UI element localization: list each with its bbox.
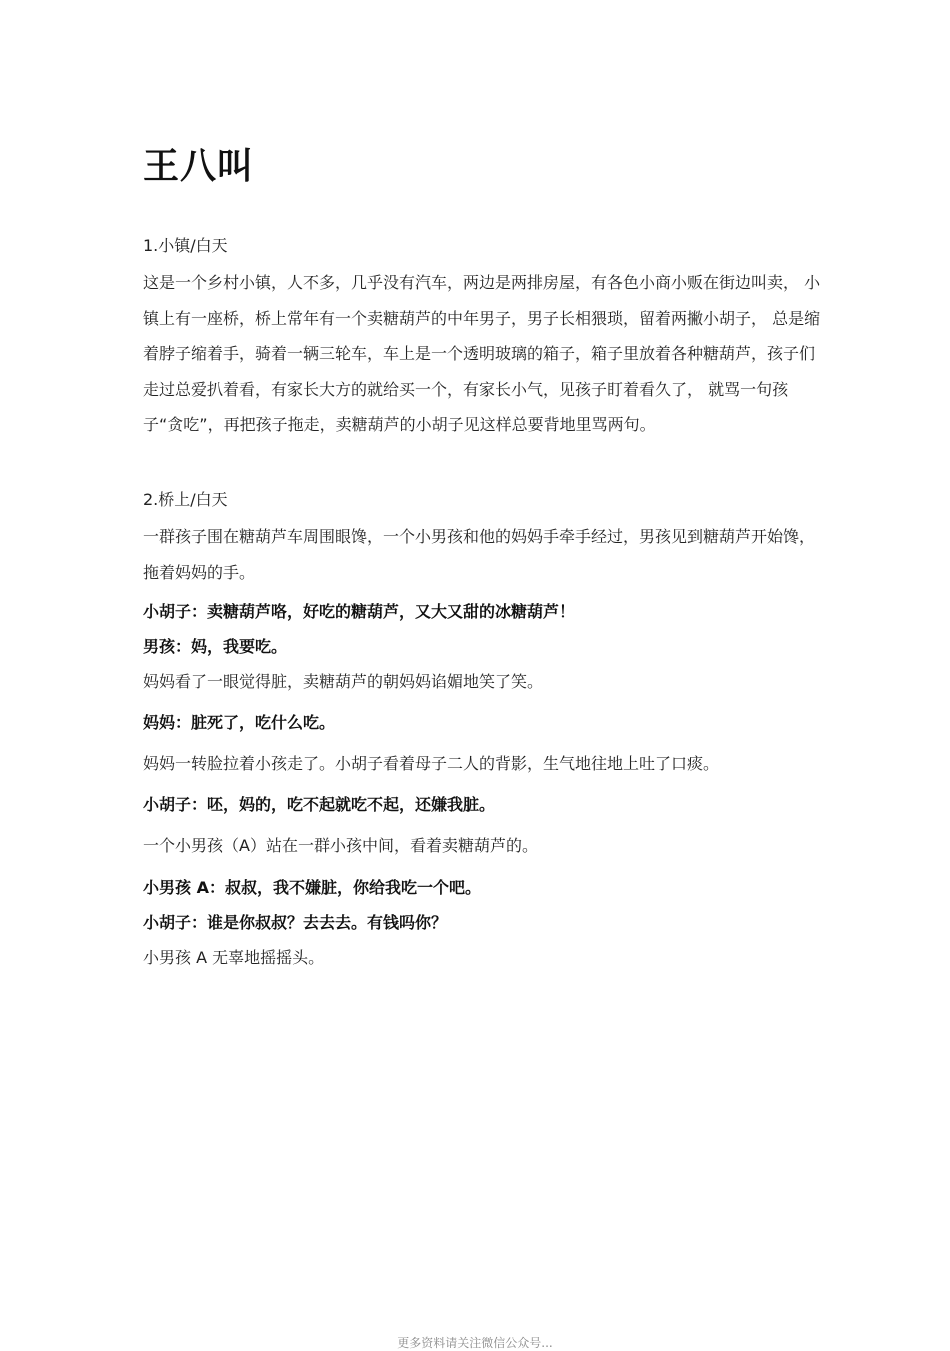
dialogue-line: 小胡子：谁是你叔叔？去去去。有钱吗你？ xyxy=(143,913,448,932)
scene-1-heading: 1.小镇/白天 xyxy=(143,236,228,255)
page-footer: 更多资料请关注微信公众号... xyxy=(397,1336,553,1350)
scene-2-intro: 一群孩子围在糖葫芦车周围眼馋，一个小男孩和他的妈妈手牵手经过，男孩见到糖葫芦开始馋，拖着妈妈的手。 xyxy=(143,527,816,582)
action-line: 妈妈一转脸拉着小孩走了。小胡子看着母子二人的背影，生气地往地上吐了口痰。 xyxy=(143,754,720,773)
scene-2-heading: 2.桥上/白天 xyxy=(143,490,228,509)
action-line: 一个小男孩（A）站在一群小孩中间，看着卖糖葫芦的。 xyxy=(143,836,538,855)
dialogue-line: 小胡子：卖糖葫芦咯，好吃的糖葫芦，又大又甜的冰糖葫芦！ xyxy=(143,602,576,621)
dialogue-line: 妈妈：脏死了，吃什么吃。 xyxy=(143,713,336,732)
document-title: 王八叫 xyxy=(143,146,255,187)
scene-1-description: 这是一个乡村小镇，人不多，几乎没有汽车，两边是两排房屋，有各色小商小贩在街边叫卖， 小镇上有一座桥，桥上常年有一个卖糖葫芦的中年男子，男子长相猥琐，留着两撇小胡子， 总是缩着脖子缩着手，骑着一辆三轮车，车上是一个透明玻璃的箱子，箱子里放着各种糖葫芦，孩子们走过总爱扒着看，有家长大方的就给买一个，有家长小气，见孩子盯着看久了， 就骂一句孩子“贪吃”，再把孩子拖走，卖糖葫芦的小胡子见这样总要背地里骂两句。 xyxy=(143,273,821,434)
dialogue-line: 男孩：妈，我要吃。 xyxy=(143,637,288,656)
dialogue-line: 小胡子：呸，妈的，吃不起就吃不起，还嫌我脏。 xyxy=(143,795,496,814)
action-line: 小男孩 A 无辜地摇摇头。 xyxy=(143,948,325,967)
dialogue-line: 小男孩 A：叔叔，我不嫌脏，你给我吃一个吧。 xyxy=(143,878,481,897)
action-line: 妈妈看了一眼觉得脏，卖糖葫芦的朝妈妈谄媚地笑了笑。 xyxy=(143,672,544,691)
